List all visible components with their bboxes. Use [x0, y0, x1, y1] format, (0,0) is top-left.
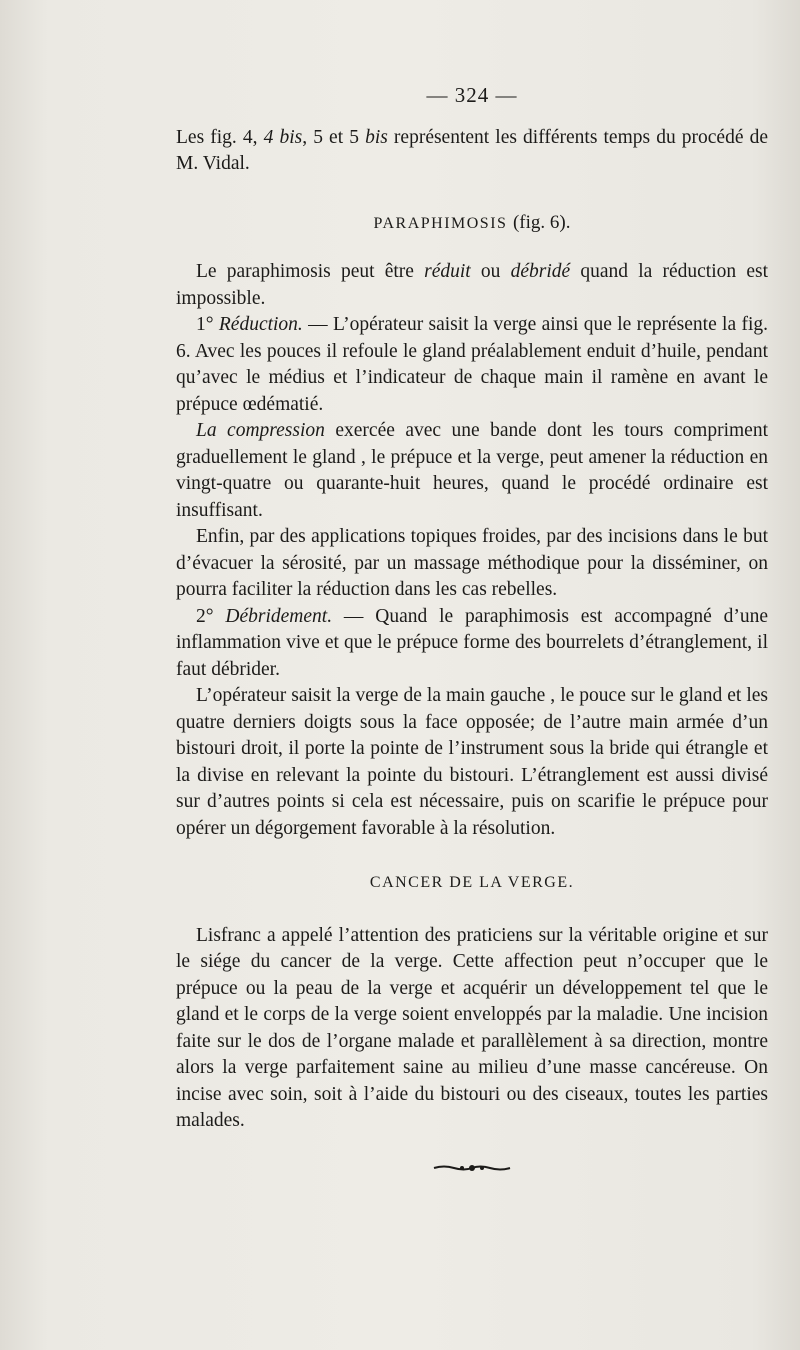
p5-number: 2°	[196, 605, 226, 627]
p5-text: — Quand le paraphimosis est accompagné d’une inflammation vive et que le prépuce forme des bourrelets d’étranglement, il faut débrider.	[176, 605, 768, 680]
p2-number: 1°	[196, 314, 219, 335]
paragraph-enfin: Enfin, par des applications topiques froides, par des incisions dans le but d’évacuer la sérosité, par un massage méthodique pour la disséminer, on pourra faciliter la réduction dans les cas rebelles.	[176, 526, 768, 600]
paragraph-debridement	[176, 604, 768, 684]
section-heading-paraphimosis	[176, 210, 768, 238]
intro-paragraph	[176, 125, 768, 178]
intro-text-2: , 5 et 5	[302, 126, 366, 148]
page-number: — 324 —	[426, 83, 518, 107]
paragraph-reduction	[176, 312, 768, 418]
intro-text-3: représentent les différents temps du procédé de M. Vidal.	[176, 126, 768, 174]
paragraph-operateur: L’opérateur saisit la verge de la main gauche , le pouce sur le gland et les quatre derniers doigts sous la face opposée; de l’autre main armée d’un bistouri droit, il porte la pointe de l’instrument sous la bride qui étrangle et la divise en relevant la pointe du bistouri. L’étranglement est aussi divisé sur d’autres points si cela est nécessaire, puis on scarifie le prépuce pour opérer un dégorgement favorable à la résolution.	[176, 685, 768, 839]
end-ornament-icon	[432, 1163, 512, 1173]
p1-text-c: quand la réduction est impossible.	[176, 261, 768, 309]
intro-text-1: Les fig. 4,	[176, 126, 264, 148]
p1-italic-debride: débridé	[510, 261, 571, 282]
page-text	[176, 82, 768, 1173]
p3-text: exercée avec une bande dont les tours compriment graduellement le gland , le prépuce et la verge, peut amener la réduction en vingt-quatre ou quarante-huit heures, quand le procédé ordinaire est insuffisant.	[176, 420, 768, 521]
paragraph-1	[176, 259, 768, 312]
p1-italic-reduit: réduit	[424, 261, 471, 282]
p1-text-a: Le paraphimosis peut être	[196, 261, 425, 282]
p3-italic-compression: La compression	[196, 420, 325, 441]
p2-italic-reduction: Réduction.	[218, 314, 303, 335]
paragraph-compression	[176, 418, 768, 524]
section-figure-ref: (fig. 6).	[512, 211, 571, 233]
paragraph-lisfranc: Lisfranc a appelé l’attention des praticiens sur la véritable origine et sur le siége du cancer de la verge. Cette affection peut n’occuper que le prépuce ou la peau de la verge et acquérir un développement tel que le gland et le corps de la verge soient enveloppés par la maladie. Une incision faite sur le dos de l’organe malade et parallèlement à sa direction, montre alors la verge parfaitement saine au milieu d’une masse cancéreuse. On incise avec soin, soit à l’aide du bistouri ou des ciseaux, toutes les parties malades.	[176, 924, 768, 1131]
section-title: PARAPHIMOSIS	[373, 214, 508, 232]
p1-text-b: ou	[470, 261, 511, 282]
intro-italic-2: bis	[365, 126, 388, 148]
p5-italic-debridement: Débridement.	[225, 605, 333, 627]
p2-text: — L’opérateur saisit la verge ainsi que le représente la fig. 6. Avec les pouces il refoule le gland préalablement enduit d’huile, pendant qu’avec le médius et l’indicateur de chaque main il ramène en avant le prépuce œdématié.	[176, 314, 768, 415]
section-heading-cancer: CANCER DE LA VERGE.	[369, 874, 575, 891]
intro-italic-1: 4 bis	[263, 126, 303, 148]
